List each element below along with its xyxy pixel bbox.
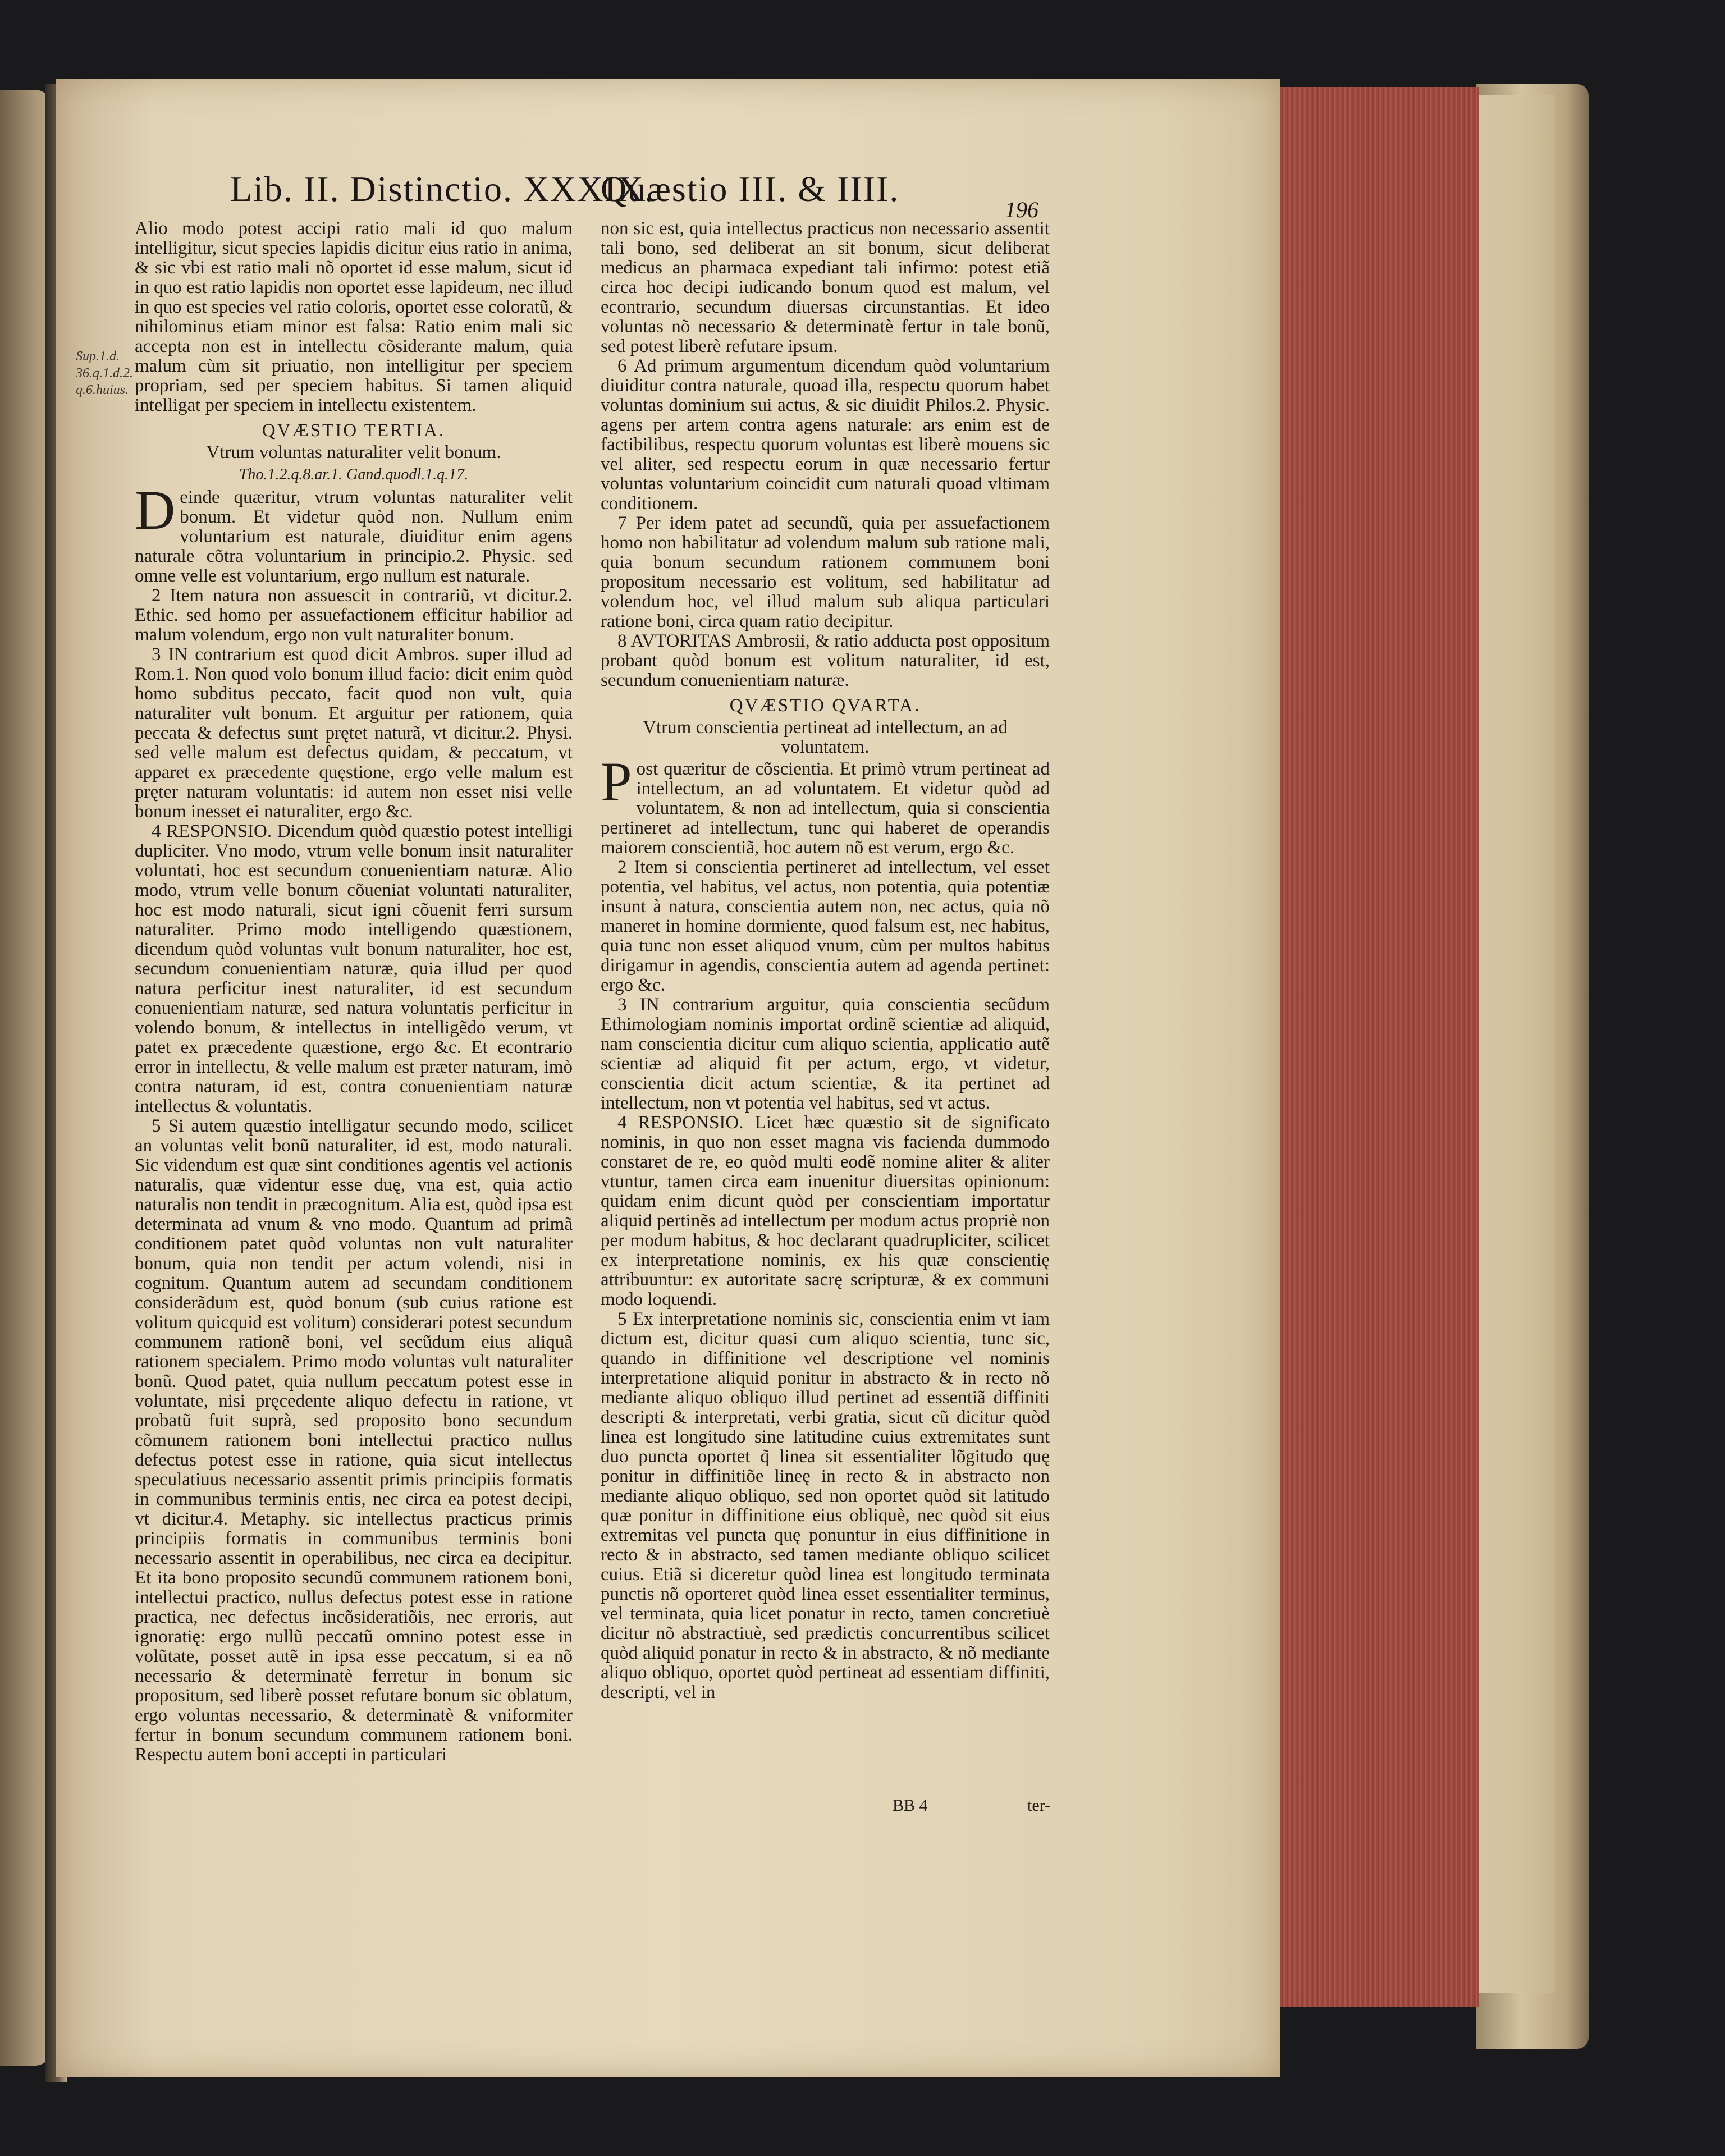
facing-page-edge (0, 90, 52, 2066)
paragraph: 8 AVTORITAS Ambrosii, & ratio adducta post oppositum probant quòd bonum est volitum naturaliter, id est, secundum conuenientiam naturæ. (601, 631, 1050, 690)
question-title: QVÆSTIO QVARTA. (729, 695, 921, 716)
question-title: QVÆSTIO TERTIA. (262, 420, 446, 441)
paragraph: 2 Item si conscientia pertineret ad intellectum, vel esset potentia, vel habitus, vel actus, non potentia, quia potentiæ insunt à natura, conscientia autem non, nec actus, quia nõ maneret in homine dormiente, quod falsum est, nec habitus, quia tunc non esset aliquod vnum, cùm per multos habitus dirigamur in agendis, conscientia autem ad agenda pertinet: ergo &c. (601, 857, 1050, 995)
marginal-note: Sup.1.d. 36.q.1.d.2. q.6.huius. (76, 349, 133, 397)
red-page-edges (1266, 87, 1479, 2007)
reference-line: Tho.1.2.q.8.ar.1. Gand.quodl.1.q.17. (239, 466, 469, 483)
paragraph: 2 Item natura non assuescit in contrariũ, vt dicitur.2. Ethic. sed homo per assuefactionem efficitur habilior ad malum volendum, ergo non vult naturaliter bonum. (135, 585, 573, 645)
paragraph: 5 Ex interpretatione nominis sic, conscientia enim vt iam dictum est, dicitur quasi cum aliquo scientia, tunc sic, quando in diffinitione vel descriptione vel nominis interpretatione aliquid ponitur in abstracto & in recto nõ mediante aliquo obliquo illud pertinet ad essentiã diffiniti descripti & interpretati, verbi gratia, sicut cũ dicitur quòd linea est longitudo sine latitudine cuius extremitates sunt duo puncta oportet q̃ linea sit essentialiter lõgitudo quę ponitur in diffinitiõe lineę in recto & in abstracto non mediante aliquo obliquo, sed non oportet quòd sit latitudo quæ ponitur in diffinitione eius obliquè, nec quòd sit eius extremitas vel puncta quę ponuntur in eius diffinitione in recto & in abstracto, sed tamen mediante obliquo scilicet cuius. Etiã si diceretur quòd linea est longitudo terminata punctis nõ oporteret quòd linea esset essentialiter terminus, vel terminata, quia licet ponatur in recto, tamen concretiuè dicitur nõ abstractiuè, sed prædictis concurrentibus scilicet quòd aliquid ponatur in recto & in abstracto, & nõ mediante aliquo obliquo, oportet quòd pertineat ad essentiam diffiniti, descripti, vel in (601, 1309, 1050, 1702)
question-subtitle: Vtrum voluntas naturaliter velit bonum. (206, 442, 501, 463)
paragraph: non sic est, quia intellectus practicus non necessario assentit tali bono, sed deliberat an sit bonum, sicut deliberat medicus an pharmaca expediant tali infirmo: potest etiã circa hoc decipi iudicando bonum quod est malum, vel econtrario, secundum diuersas circunstantias. Et ideo voluntas nõ necessario & determinatè fertur in tale bonũ, sed potest liberè refutare ipsum. (601, 218, 1050, 356)
folio-number: 196 (1005, 197, 1038, 222)
paragraph: 3 IN contrarium est quod dicit Ambros. super illud ad Rom.1. Non quod volo bonum illud facio: dicit enim quòd homo subditus peccato, facit quod non vult, quia naturaliter vult bonum. Et arguitur per rationem, quia peccata & defectus sunt prętet naturã, vt dicitur.2. Physi. sed velle malum est defectus quidam, & peccatum, vt apparet ex præcedente quęstione, ergo velle malum est pręter naturam voluntatis: id autem non esset nisi velle bonum inesset ei naturaliter, ergo &c. (135, 644, 573, 822)
paragraph-dropcap: Deinde quæritur, vtrum voluntas naturaliter velit bonum. Et videtur quòd non. Nullum enim voluntarium est naturale, diuiditur enim agens naturale cõtra voluntarium in principio.2. Physic. sed omne velle est voluntarium, ergo nullum est naturale. (135, 479, 573, 586)
catchword: ter- (1027, 1796, 1051, 1815)
cover-flap (1471, 95, 1555, 1993)
paragraph: 4 RESPONSIO. Licet hæc quæstio sit de significato nominis, in quo non esset magna vis facienda dummodo constaret de re, eo quòd multi eodẽ nomine aliter & aliter vtuntur, tamen circa eam inuenitur diuersitas opinionum: quidam enim dicunt quòd per conscientiam importatur aliquid pertinẽs ad intellectum per modum actus propriè non per modum habitus, & hoc declarant quadrupliciter, scilicet ex interpretatione nominis, ex his quæ conscientię attribuuntur: ex autoritate sacrę scripturæ, & ex communi modo loquendi. (601, 1113, 1050, 1310)
question-subtitle: Vtrum conscientia pertineat ad intellectum, an ad voluntatem. (643, 717, 1008, 757)
right-text-column (601, 219, 1050, 1702)
paragraph: 6 Ad primum argumentum dicendum quòd voluntarium diuiditur contra naturale, quoad illa, respectu quorum habet voluntas dominium sui actus, & sic diuidit Philos.2. Physic. agens per artem contra agens naturale: ars enim est de factibilibus, respectu quorum voluntas est liberè mouens sic vel aliter, sed respectu eorum in quæ necessario fertur voluntas voluntarium coincidit cum naturali quoad vltimam conditionem. (601, 356, 1050, 514)
running-head-left: Lib. II. Distinctio. XXXIX. (230, 169, 655, 209)
paragraph: 7 Per idem patet ad secundũ, quia per assuefactionem homo non habilitatur ad volendum malum sub ratione mali, quia bonum secundum rationem communem boni propositum necessario est volitum, sed habilitatur ad volendum hoc, vel illud malum sub aliqua particulari ratione boni, circa quam ratio decipitur. (601, 513, 1050, 631)
paragraph-dropcap: Post quæritur de cõscientia. Et primò vtrum pertineat ad intellectum, an ad voluntatem. Et videtur quòd ad voluntatem, & non ad intellectum, quia si conscientia pertineret ad intellectum, tunc qui haberet de operandis maiorem conscientiã, hoc autem nõ est verum, ergo &c. (601, 750, 1050, 858)
signature-mark: BB 4 (893, 1796, 928, 1815)
paragraph: 4 RESPONSIO. Dicendum quòd quæstio potest intelligi dupliciter. Vno modo, vtrum velle bonum insit naturaliter voluntati, hoc est secundum conuenientiam naturæ. Alio modo, vtrum velle bonum cõueniat voluntati naturaliter, hoc est modo naturali, sicut igni cõuenit ferri sursum naturaliter. Primo modo intelligendo quæstionem, dicendum quòd voluntas vult bonum naturaliter, hoc est, secundum conuenientiam naturæ, quia illud per quod natura perficitur inest naturaliter, id est secundum conuenientiam naturæ, sed natura voluntatis perficitur in volendo bonum, & intellectus in intelligẽdo verum, vt patet ex præcedente quæstione, ergo &c. Et econtrario error in intellectu, & velle malum est præter naturam, imò contra naturam, id est, contra conuenientiam naturæ intellectus & voluntatis. (135, 821, 573, 1116)
paragraph: Alio modo potest accipi ratio mali id quo malum intelligitur, sicut species lapidis dicitur eius ratio in anima, & sic vbi est ratio mali nõ oportet id esse malum, sicut id in quo est ratio lapidis non oportet esse lapideum, nec illud in quo est species vel ratio coloris, oportet esse coloratũ, & nihilominus etiam minor est falsa: Ratio enim mali sic accepta non est in intellectu cõsiderante malum, quia malum cùm sit priuatio, non intelligitur per speciem propriam, sed per speciem habitus. Si tamen aliquid intelligat per speciem in intellectu existentem. (135, 218, 573, 415)
running-head-right: Quæstio III. & IIII. (601, 169, 900, 209)
paragraph: 3 IN contrarium arguitur, quia conscientia secũdum Ethimologiam nominis importat ordinẽ scientiæ ad aliquid, nam conscientia dicitur cum aliquo scientia, applicatio autẽ scientiæ ad aliquid fit per actum, ergo, vt videtur, conscientia dicit actum scientiæ, & ita pertinet ad intellectum, non vt potentia vel habitus, sed vt actus. (601, 995, 1050, 1113)
paragraph: 5 Si autem quæstio intelligatur secundo modo, scilicet an voluntas velit bonũ naturaliter, id est, modo naturali. Sic videndum est quæ sint conditiones agentis vel actionis naturalis, quæ videntur esse duę, vna est, quia actio naturalis non tendit in præcognitum. Alia est, quòd ipsa est determinata ad vnum & vno modo. Quantum ad primã conditionem patet quòd voluntas non vult naturaliter bonum, quia non tendit per actum volendi, nisi in cognitum. Quantum autem ad secundam conditionem considerãdum est, quòd bonum (sub cuius ratione est volitum quicquid est volitum) considerari potest secundum communem rationẽ boni, vel secũdum eius aliquã rationem specialem. Primo modo voluntas vult naturaliter bonũ. Quod patet, quia nullum peccatum potest esse in voluntate, nisi pręcedente aliquo defectu in ratione, vt probatũ fuit suprà, sed proposito bono secundum cõmunem rationem boni intellectui practico nullus defectus potest esse in ratione, quia sicut intellectus speculatiuus necessario assentit primis principiis formatis in communibus terminis entis, nec circa ea potest decipi, vt dicitur.4. Metaphy. sic intellectus practicus primis principiis formatis in communibus terminis boni necessario assentit in operabilibus, nec circa ea decipitur. Et ita bono proposito secundũ communem rationem boni, intellectui practico, nullus defectus potest esse in ratione practica, nec defectus incõsideratiõis, nec erroris, aut ignoratię: ergo nullũ peccatũ omnino potest esse in volũtate, posset autẽ in ipsa esse peccatum, si ea nõ necessario & determinatè ferretur in bonum sic propositum, sed liberè posset refutare bonum sic oblatum, ergo voluntas necessario, & determinatè & vniformiter fertur in bonum secundum communem rationem boni. Respectu autem boni accepti in particulari (135, 1116, 573, 1765)
left-text-column (135, 219, 573, 1765)
